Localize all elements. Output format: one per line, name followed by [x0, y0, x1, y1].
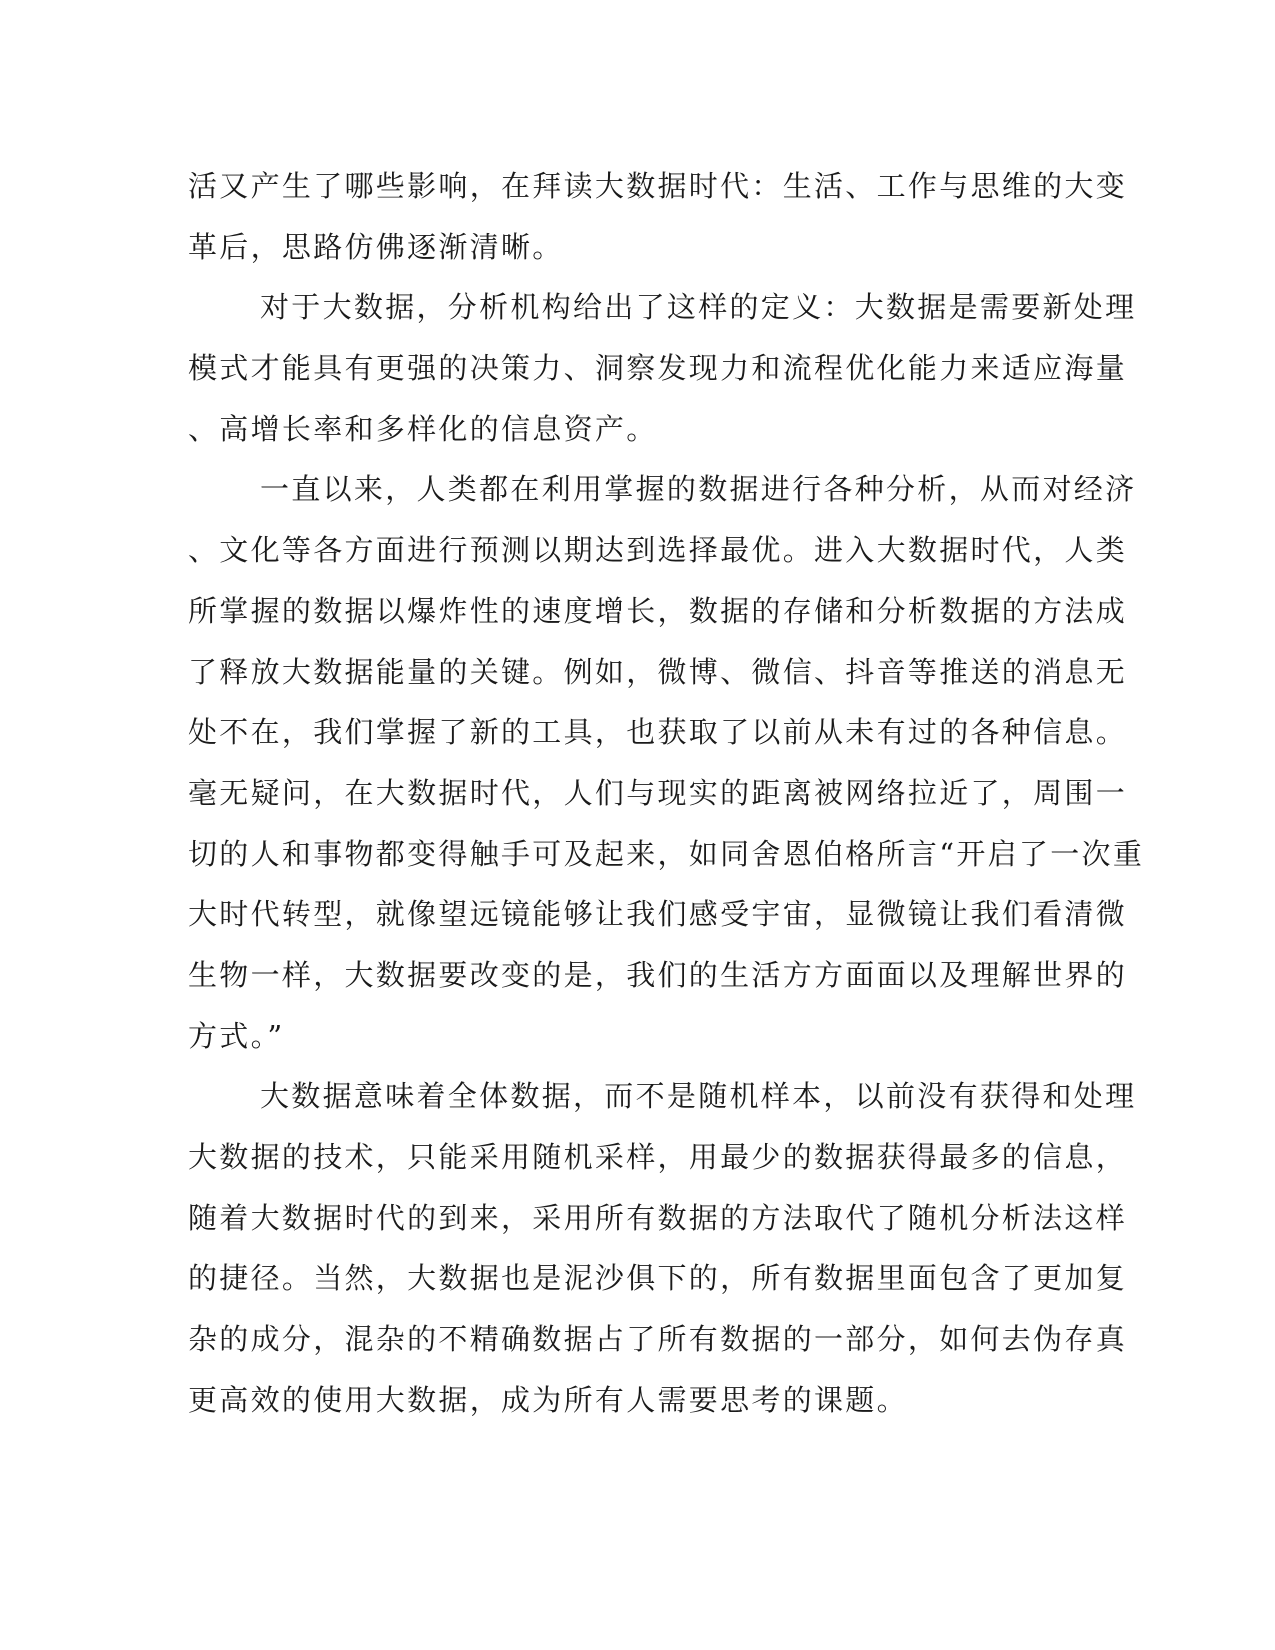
- text-line: 模式才能具有更强的决策力、洞察发现力和流程优化能力来适应海量: [188, 351, 1128, 386]
- text-line: 更高效的使用大数据，成为所有人需要思考的课题。: [188, 1382, 908, 1417]
- text-line: 革后，思路仿佛逐渐清晰。: [188, 229, 564, 264]
- paragraph-4: [188, 1066, 1137, 1430]
- paragraph-1: [188, 156, 1128, 277]
- text-line: 大数据意味着全体数据，而不是随机样本，以前没有获得和处理: [260, 1079, 1137, 1114]
- text-line: 所掌握的数据以爆炸性的速度增长，数据的存储和分析数据的方法成: [188, 593, 1128, 628]
- text-line: 杂的成分，混杂的不精确数据占了所有数据的一部分，如何去伪存真: [188, 1322, 1128, 1357]
- text-line: 、文化等各方面进行预测以期达到选择最优。进入大数据时代，人类: [188, 533, 1128, 568]
- text-line: 处不在，我们掌握了新的工具，也获取了以前从未有过的各种信息。: [188, 715, 1128, 750]
- text-line: 毫无疑问，在大数据时代，人们与现实的距离被网络拉近了，周围一: [188, 775, 1128, 810]
- text-line: 方式。”: [188, 1018, 285, 1053]
- text-line: 一直以来，人类都在利用掌握的数据进行各种分析，从而对经济: [260, 472, 1137, 507]
- paragraph-3: [188, 459, 1145, 1066]
- text-line: 大数据的技术，只能采用随机采样，用最少的数据获得最多的信息，: [188, 1140, 1128, 1174]
- text-line: 随着大数据时代的到来，采用所有数据的方法取代了随机分析法这样: [188, 1200, 1128, 1235]
- text-line: 了释放大数据能量的关键。例如，微博、微信、抖音等推送的消息无: [188, 654, 1128, 689]
- paragraph-2: [188, 277, 1137, 459]
- text-line: 切的人和事物都变得触手可及起来，如同舍恩伯格所言“开启了一次重: [188, 836, 1145, 871]
- text-line: 、高增长率和多样化的信息资产。: [188, 411, 658, 446]
- body-text: [188, 156, 1145, 1430]
- text-line: 生物一样，大数据要改变的是，我们的生活方方面面以及理解世界的: [188, 957, 1128, 992]
- text-line: 对于大数据，分析机构给出了这样的定义：大数据是需要新处理: [260, 290, 1137, 325]
- text-line: 的捷径。当然，大数据也是泥沙俱下的，所有数据里面包含了更加复: [188, 1261, 1128, 1296]
- text-line: 大时代转型，就像望远镜能够让我们感受宇宙，显微镜让我们看清微: [188, 897, 1128, 932]
- text-line: 活又产生了哪些影响，在拜读大数据时代：生活、工作与思维的大变: [188, 169, 1128, 203]
